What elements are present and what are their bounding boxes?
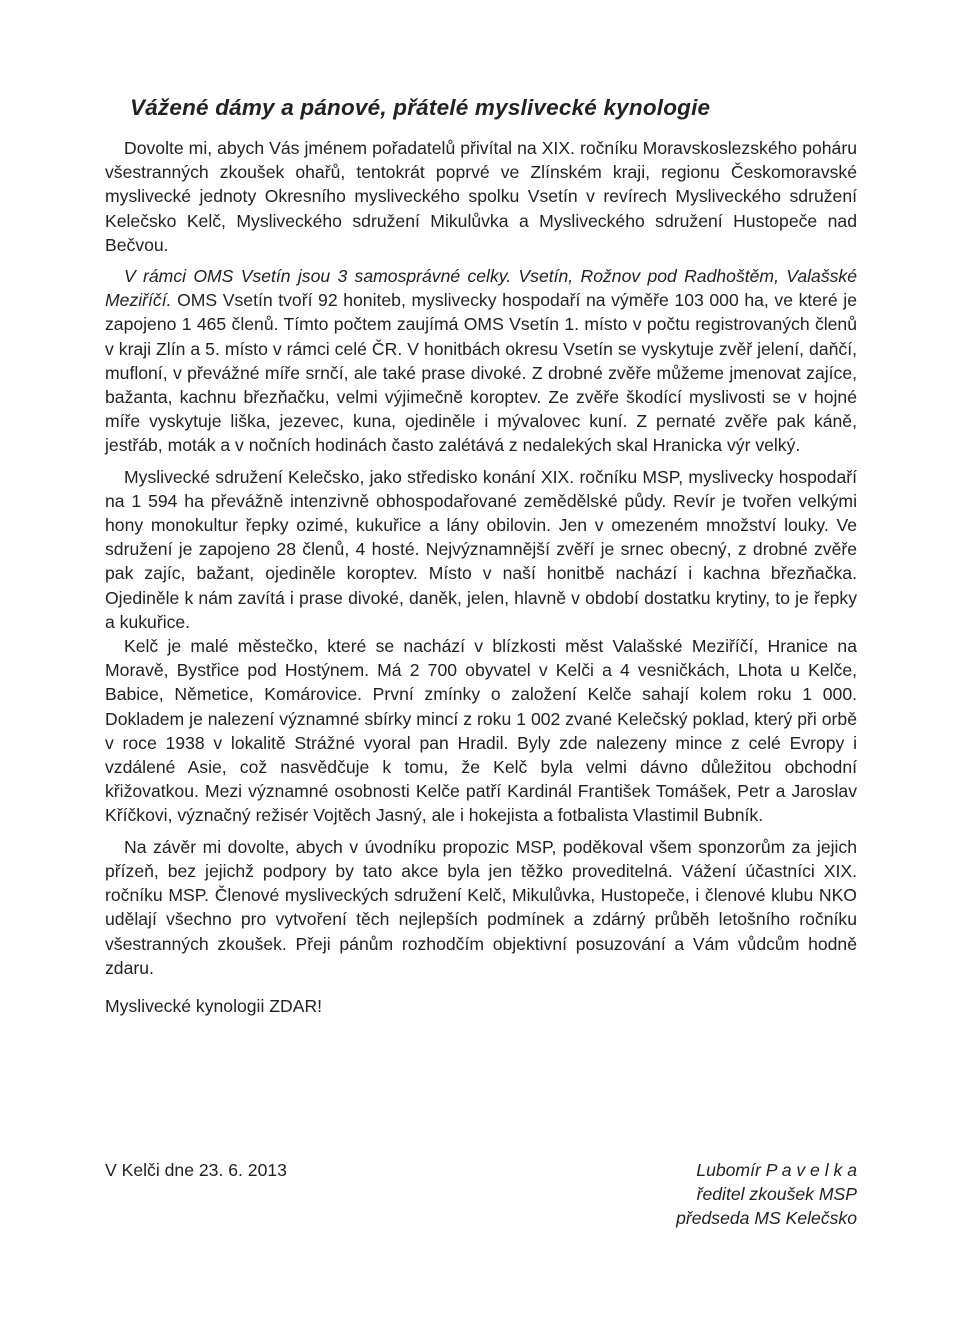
ms-paragraph: Myslivecké sdružení Kelečsko, jako středisko konání XIX. ročníku MSP, myslivecky hospodaří na 1 594 ha převážně intenzivně obhospodařované zemědělské půdy. Revír je tvořen velkými hony monokultur řepky ozimé, kukuřice a lány obilovin. Jen v omezeném množství louky. Ve sdružení je zapojeno 28 členů, 4 hosté. Nejvýznamnější zvěří je srnec obecný, z drobné zvěře pak zajíc, bažant, ojediněle koroptev. Místo v naší honitbě nachází i kachna březňačka. Ojediněle k nám zavítá i prase divoké, daněk, jelen, hlavně v období dostatku krytiny, to je řepky a kukuřice. [105, 466, 857, 632]
signer-role-chair: předseda MS Kelečsko [676, 1208, 857, 1229]
oms-intro-text: V rámci OMS Vsetín jsou 3 samosprávné celky. Vsetín, Rožnov pod Radhoštěm, Valašské Meziříčí. [105, 266, 857, 311]
intro-paragraph: Dovolte mi, abych Vás jménem pořadatelů přivítal na XIX. ročníku Moravskoslezského poháru všestranných zkoušek ohařů, tentokrát poprvé ve Zlínském kraji, regionu Českomoravské myslivecké jednoty Okresního mysliveckého spolku Vsetín v revírech Mysliveckého sdružení Kelečsko Kelč, Mysliveckého sdružení Mikulůvka a Mysliveckého sdružení Hustopeče nad Bečvou. [105, 138, 857, 255]
kelc-paragraph: Kelč je malé městečko, které se nachází v blízkosti měst Valašské Meziříčí, Hranice na Moravě, Bystřice pod Hostýnem. Má 2 700 obyvatel v Kelči a 4 vesničkách, Lhota u Kelče, Babice, Němetice, Komárovice. První zmínky o založení Kelče sahají kolem roku 1 000. Dokladem je nalezení významné sbírky mincí z roku 1 002 zvané Kelečský poklad, který při orbě v roce 1938 v lokalitě Strážné vyoral pan Hradil. Byly zde nalezeny mince z celé Evropy i vzdálené Asie, což nasvědčuje k tomu, že Kelč byla velmi dávno důležitou obchodní křižovatkou. Mezi významné osobnosti Kelče patří Kardinál František Tomášek, Petr a Jaroslav Kříčkovi, význačný režisér Vojtěch Jasný, ale i hokejista a fotbalista Vlastimil Bubník. [105, 636, 857, 826]
signer-name: Lubomír P a v e l k a [696, 1160, 857, 1180]
place-date: V Kelči dne 23. 6. 2013 [105, 1160, 287, 1180]
oms-detail-text: OMS Vsetín tvoří 92 honiteb, myslivecky hospodaří na výměře 103 000 ha, ve které je zapojeno 1 465 členů. Tímto počtem zaujímá OMS Vsetín 1. místo v počtu registrovaných členů v kraji Zlín a 5. místo v rámci celé ČR. V honitbách okresu Vsetín se vyskytuje zvěř jelení, daňčí, mufloní, v převážné míře srnčí, ale také prase divoké. Z drobné zvěře můžeme jmenovat zajíce, bažanta, kachnu březňačku, velmi výjimečně koroptev. Ze zvěře škodící myslivosti se v hojné míře vyskytuje liška, jezevec, kuna, ojediněle i mývalovec kuní. Z pernaté zvěře pak káně, jestřáb, moták a v nočních hodinách často zalétává z nedalekých skal Hranicka výr velký. [105, 290, 857, 456]
letter-title: Vážené dámy a pánové, přátelé myslivecké kynologie [130, 95, 711, 120]
signer-role-director: ředitel zkoušek MSP [696, 1184, 857, 1205]
oms-paragraph [105, 264, 857, 458]
signature-block [642, 1158, 857, 1231]
letter-body [105, 136, 857, 1018]
thanks-paragraph: Na závěr mi dovolte, abych v úvodníku propozic MSP, poděkoval všem sponzorům za jejich přízeň, bez jejichž podpory by tato akce byla jen těžko proveditelná. Vážení účastníci XIX. ročníku MSP. Členové mysliveckých sdružení Kelč, Mikulůvka, Hustopeče, i členové klubu NKO udělají všechno pro vytvoření těch nejlepších podmínek a zdárný průběh letošního ročníku všestranných zkoušek. Přeji pánům rozhodčím objektivní posuzování a Vám vůdcům hodně zdaru. [105, 836, 857, 978]
closing-line: Myslivecké kynologii ZDAR! [105, 995, 323, 1016]
